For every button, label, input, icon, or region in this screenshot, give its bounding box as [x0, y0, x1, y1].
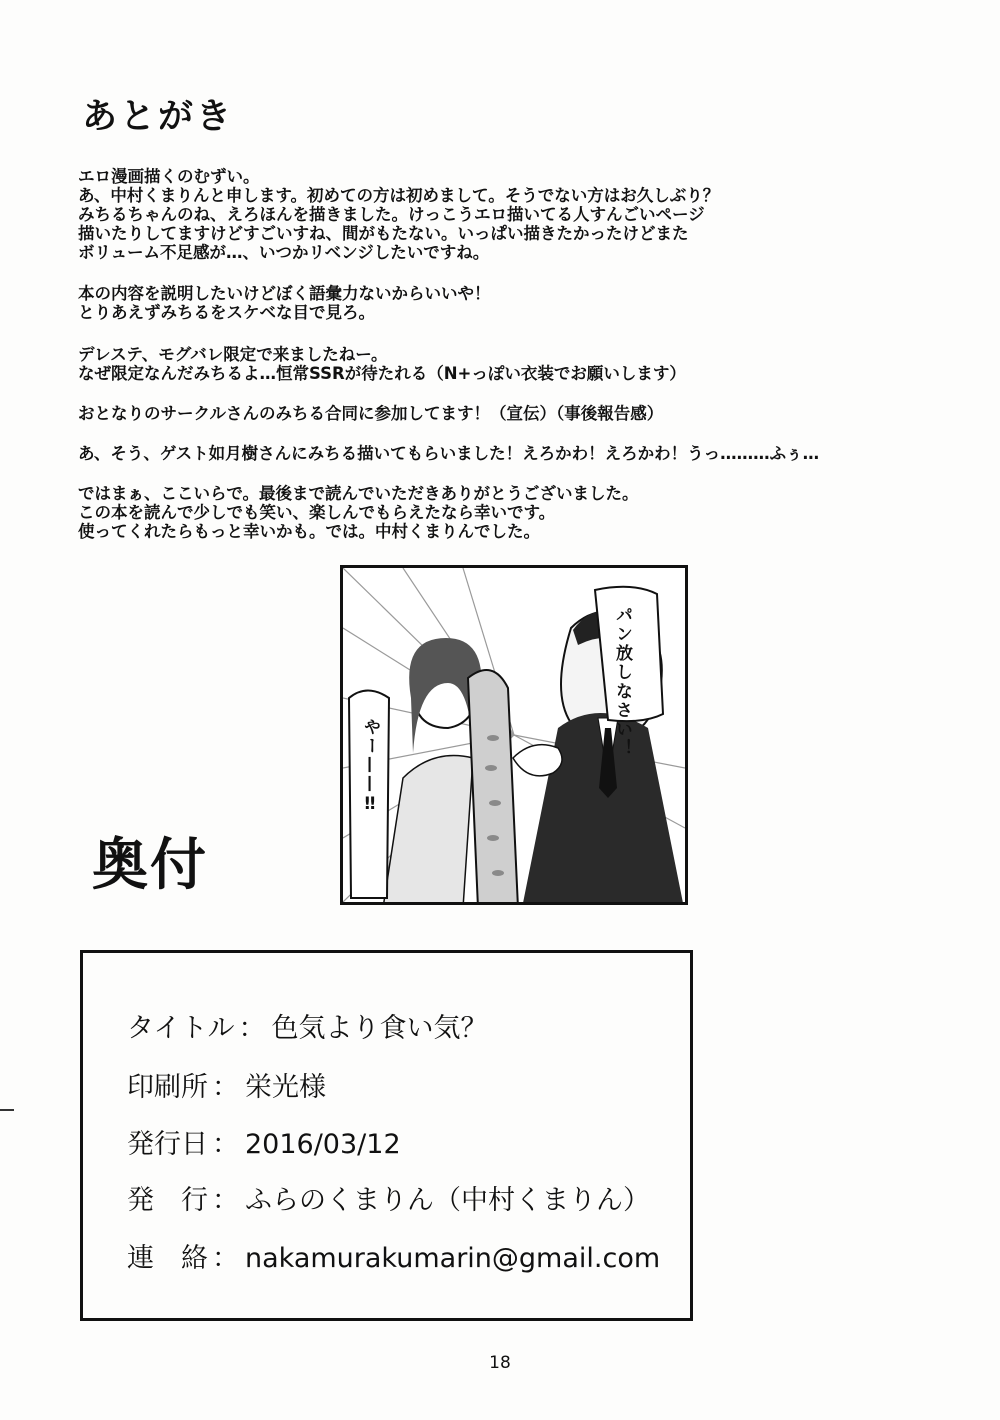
colophon-row-title	[127, 1015, 487, 1042]
text-line: おとなりのサークルさんのみちる合同に参加してます！（宣伝）（事後報告感）	[78, 404, 664, 423]
text-line: この本を読んで少しでも笑い、楽しんでもらえたなら幸いです。	[78, 503, 556, 522]
text-line: ボリューム不足感が…、いつかリベンジしたいですね。	[78, 243, 490, 262]
row-value: 2016/03/12	[245, 1129, 401, 1160]
colophon-title: 奥付	[92, 833, 208, 898]
text-line: 本の内容を説明したいけどぼく語彙力ないからいいや！	[78, 284, 491, 303]
afterword-heading: あとがき	[82, 97, 235, 137]
row-value: ふらのくまりん（中村くまりん）	[245, 1185, 650, 1216]
colophon-row-contact	[127, 1245, 660, 1272]
row-label: 発 行	[127, 1185, 208, 1216]
row-label: 印刷所	[127, 1072, 208, 1103]
manga-panel	[340, 565, 688, 905]
text-line: 描いたりしてますけどすごいすね、間がもたない。いっぱい描きたかったけどまた	[78, 224, 689, 243]
speech-bubble-text: やー——‼	[360, 718, 380, 816]
afterword-paragraph	[78, 444, 938, 463]
text-line: あ、そう、ゲスト如月樹さんにみちる描いてもらいました！えろかわ！えろかわ！うっ………ふぅ…	[78, 444, 820, 463]
row-label: タイトル	[127, 1013, 235, 1044]
text-line: みちるちゃんのね、えろほんを描きました。けっこうエロ描いてる人すんごいページ	[78, 205, 705, 224]
row-separator: ：	[212, 1129, 239, 1160]
edge-mark	[0, 1109, 14, 1111]
row-separator: ：	[212, 1185, 239, 1216]
page-number: 18	[489, 1353, 511, 1373]
manga-panel-illustration	[343, 568, 685, 902]
colophon-box	[80, 950, 693, 1321]
afterword-paragraph	[78, 345, 938, 383]
afterword-paragraph	[78, 484, 938, 541]
afterword-paragraph	[78, 404, 938, 423]
afterword-paragraph	[78, 284, 938, 322]
speech-bubble-text: パン放しなさい！	[612, 606, 632, 758]
text-line: デレステ、モグバレ限定で来ましたねー。	[78, 345, 388, 364]
row-value: nakamurakumarin@gmail.com	[245, 1243, 661, 1274]
row-value: 色気より食い気？	[271, 1013, 488, 1044]
afterword-paragraph	[78, 167, 938, 262]
colophon-row-publisher	[127, 1187, 650, 1214]
colophon-row-printer	[127, 1074, 326, 1101]
colophon-row-date	[127, 1131, 401, 1158]
row-separator: ：	[212, 1072, 239, 1103]
row-separator: ：	[238, 1013, 266, 1044]
text-line: あ、中村くまりんと申します。初めての方は初めまして。そうでない方はお久しぶり？	[78, 186, 720, 205]
row-label: 発行日	[127, 1129, 208, 1160]
row-value: 栄光様	[245, 1072, 326, 1103]
row-separator: ：	[212, 1243, 239, 1274]
text-line: 使ってくれたらもっと幸いかも。では。中村くまりんでした。	[78, 522, 540, 541]
text-line: ではまぁ、ここいらで。最後まで読んでいただきありがとうございました。	[78, 484, 639, 503]
row-label: 連 絡	[127, 1243, 208, 1274]
text-line: なぜ限定なんだみちるよ…恒常SSRが待たれる（N+っぽい衣装でお願いします）	[78, 364, 686, 383]
text-line: エロ漫画描くのむずい。	[78, 167, 260, 186]
text-line: とりあえずみちるをスケベな目で見ろ。	[78, 303, 375, 322]
